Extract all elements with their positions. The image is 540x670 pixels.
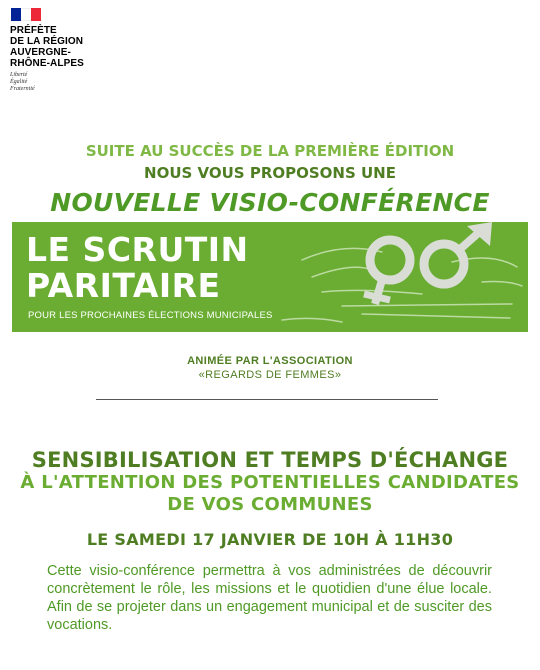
event-date: LE SAMEDI 17 JANVIER DE 10H À 11H30 xyxy=(86,530,454,549)
republic-motto xyxy=(10,72,130,93)
org-line: PRÉFÈTE xyxy=(10,25,57,36)
section-heading: SENSIBILISATION ET TEMPS D'ÉCHANGE xyxy=(31,448,509,472)
prefecture-logo xyxy=(10,8,130,93)
intro-line-2: NOUS VOUS PROPOSONS UNE xyxy=(144,164,396,182)
event-banner xyxy=(12,222,528,332)
intro-line-1: SUITE AU SUCCÈS DE LA PREMIÈRE ÉDITION xyxy=(85,142,455,160)
prefecture-name xyxy=(10,25,130,69)
association-name: «REGARDS DE FEMMES» xyxy=(198,369,342,381)
animated-by-line-1: ANIMÉE PAR L'ASSOCIATION xyxy=(187,355,353,367)
intro-text xyxy=(0,140,540,184)
org-line: DE LA RÉGION xyxy=(10,36,84,47)
banner-title-line-2: PARITAIRE xyxy=(26,266,221,305)
motto-line: Fraternité xyxy=(10,86,35,92)
subheading-line-2: DE VOS COMMUNES xyxy=(167,494,373,515)
animated-by xyxy=(0,354,540,382)
motto-line: Liberté xyxy=(10,72,28,78)
event-description: Cette visio-conférence permettra à vos administrées de découvrir concrètement le rôle, les missions et le quotidien d'une élue locale. Afin de se projeter dans un engagement municipal et de susciter des vocations. xyxy=(47,563,492,633)
french-flag-icon xyxy=(11,8,41,21)
subheading-line-1: À L'ATTENTION DES POTENTIELLES CANDIDATES xyxy=(20,472,520,493)
banner-title-line-1: LE SCRUTIN xyxy=(26,230,249,269)
headline: NOUVELLE VISIO-CONFÉRENCE xyxy=(50,188,490,217)
divider xyxy=(96,399,438,400)
banner-subtitle: POUR LES PROCHAINES ÉLECTIONS MUNICIPALES xyxy=(28,310,273,321)
org-line: AUVERGNE- xyxy=(10,47,71,58)
org-line: RHÔNE-ALPES xyxy=(10,58,84,69)
section-subheading xyxy=(0,472,540,516)
motto-line: Égalité xyxy=(10,79,28,85)
